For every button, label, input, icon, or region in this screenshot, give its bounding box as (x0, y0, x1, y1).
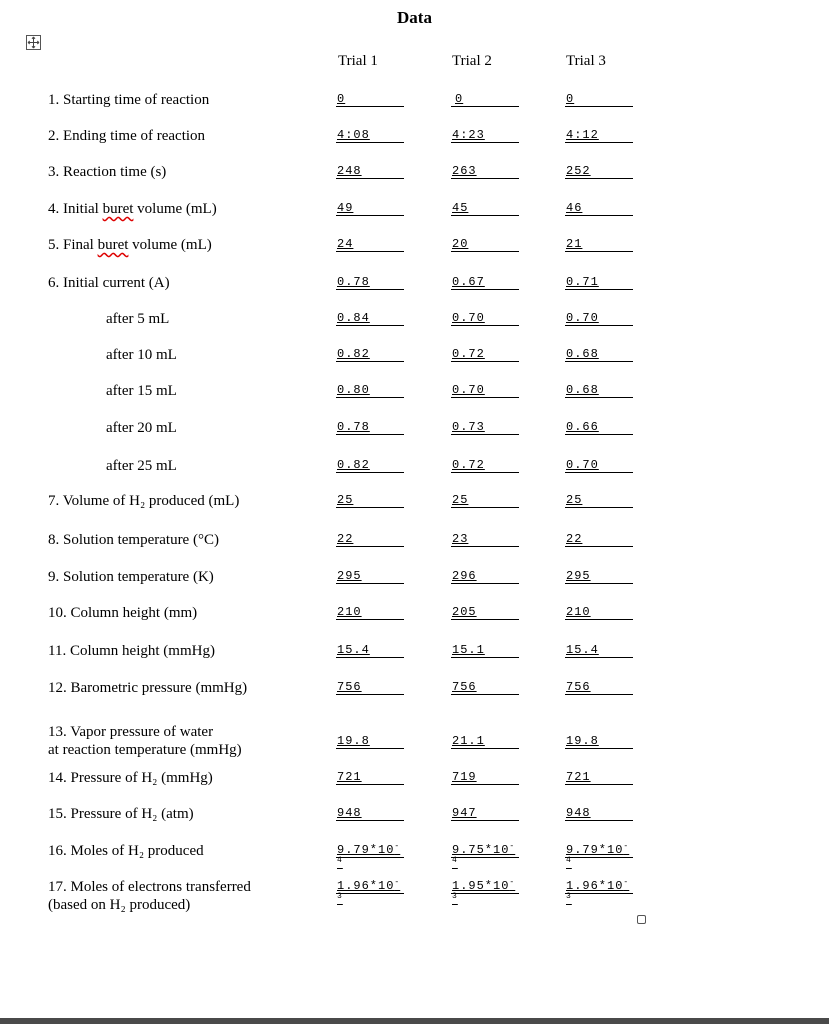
row-label: 15. Pressure of H₂ (atm) (48, 806, 194, 822)
trial-3-value[interactable]: 948 (565, 806, 633, 821)
table-row (0, 531, 829, 551)
trial-1-value[interactable]: 19.8 (336, 734, 404, 749)
trial-3-value[interactable]: 46 (565, 201, 633, 216)
trial-3-value[interactable]: 0.68 (565, 383, 633, 398)
trial-1-value[interactable]: 0.82 (336, 347, 404, 362)
table-row (0, 842, 829, 865)
trial-2-value[interactable]: 0.72 (451, 347, 519, 362)
bottom-toolbar (0, 1018, 829, 1024)
trial-1-value[interactable]: 49 (336, 201, 404, 216)
trial-3-value[interactable]: 0 (565, 92, 633, 107)
trial-1-value[interactable]: 248 (336, 164, 404, 179)
trial-3-value[interactable]: 252 (565, 164, 633, 179)
table-row (0, 419, 829, 439)
trial-2-value[interactable]: 4:23 (451, 128, 519, 143)
table-row (0, 274, 829, 294)
table-row (0, 492, 829, 512)
row-label: 8. Solution temperature (°C) (48, 532, 219, 548)
table-row (0, 457, 829, 477)
row-label: after 15 mL (106, 383, 177, 399)
trial-2-value[interactable]: 21.1 (451, 734, 519, 749)
trial-1-value[interactable]: 0.80 (336, 383, 404, 398)
trial-2-value[interactable]: 947 (451, 806, 519, 821)
table-row (0, 724, 829, 758)
trial-2-value[interactable]: 0 (451, 92, 519, 107)
trial-2-value[interactable]: 0.73 (451, 420, 519, 435)
table-row (0, 769, 829, 789)
trial-2-value[interactable]: 15.1 (451, 643, 519, 658)
table-row (0, 200, 829, 220)
trial-3-value[interactable]: 295 (565, 569, 633, 584)
trial-2-value[interactable]: 20 (451, 237, 519, 252)
trial-2-value[interactable]: $9.75*10^{-4}$ (451, 843, 519, 858)
table-row (0, 568, 829, 588)
table-row (0, 310, 829, 330)
trial-3-value[interactable]: 25 (565, 493, 633, 508)
table-row (0, 236, 829, 256)
table-row (0, 91, 829, 111)
trial-1-value[interactable]: $9.79*10^{-4}$ (336, 843, 404, 858)
trial-3-value[interactable]: 756 (565, 680, 633, 695)
trial-2-value[interactable]: 0.67 (451, 275, 519, 290)
trial-1-value[interactable]: 210 (336, 605, 404, 620)
trial-1-value[interactable]: 295 (336, 569, 404, 584)
trial-1-value[interactable]: 25 (336, 493, 404, 508)
row-label: 17. Moles of electrons transferred (based on H₂ produced) (48, 879, 251, 913)
trial-1-header: Trial 1 (338, 53, 378, 69)
trial-1-value[interactable]: 756 (336, 680, 404, 695)
table-row (0, 604, 829, 624)
row-label: 11. Column height (mmHg) (48, 643, 215, 659)
table-row (0, 382, 829, 402)
trial-3-value[interactable]: 0.71 (565, 275, 633, 290)
trial-1-value[interactable]: 0.78 (336, 275, 404, 290)
end-of-cell-checkbox[interactable] (637, 915, 646, 924)
row-label: 5. Final buret volume (mL) (48, 237, 212, 253)
trial-1-value[interactable]: 721 (336, 770, 404, 785)
table-move-handle-icon[interactable] (26, 35, 41, 50)
trial-3-value[interactable]: 19.8 (565, 734, 633, 749)
row-label: 4. Initial buret volume (mL) (48, 201, 217, 217)
table-row (0, 679, 829, 699)
trial-3-value[interactable]: 721 (565, 770, 633, 785)
row-label: after 10 mL (106, 347, 177, 363)
row-label: 12. Barometric pressure (mmHg) (48, 680, 248, 696)
spellcheck-word[interactable]: buret (102, 201, 134, 217)
row-label: 2. Ending time of reaction (48, 128, 206, 144)
row-label: 9. Solution temperature (K) (48, 569, 214, 585)
table-row (0, 127, 829, 147)
trial-3-value[interactable]: $9.79*10^{-4}$ (565, 843, 633, 858)
trial-1-value[interactable]: 4:08 (336, 128, 404, 143)
trial-1-value[interactable]: 0.78 (336, 420, 404, 435)
table-row (0, 346, 829, 366)
spellcheck-word[interactable]: buret (97, 237, 129, 253)
trial-3-value[interactable]: 0.66 (565, 420, 633, 435)
row-label: 7. Volume of H₂ produced (mL) (48, 493, 240, 509)
trial-1-value[interactable]: 0 (336, 92, 404, 107)
trial-3-value[interactable]: 0.70 (565, 311, 633, 326)
trial-1-value[interactable]: 948 (336, 806, 404, 821)
trial-2-value[interactable]: $1.95*10^{-3}$ (451, 879, 519, 894)
trial-1-value[interactable]: 0.82 (336, 458, 404, 473)
trial-3-value[interactable]: 210 (565, 605, 633, 620)
row-label: 14. Pressure of H₂ (mmHg) (48, 770, 213, 786)
trial-3-header: Trial 3 (566, 53, 606, 69)
trial-1-value[interactable]: 0.84 (336, 311, 404, 326)
row-label: 16. Moles of H₂ produced (48, 843, 204, 859)
table-row (0, 163, 829, 183)
trial-3-value[interactable]: 15.4 (565, 643, 633, 658)
trial-2-value[interactable]: 45 (451, 201, 519, 216)
trial-3-value[interactable]: 0.70 (565, 458, 633, 473)
trial-2-value[interactable]: 0.70 (451, 383, 519, 398)
row-label: after 5 mL (106, 311, 170, 327)
row-label: 3. Reaction time (s) (48, 164, 167, 180)
trial-3-value[interactable]: $1.96*10^{-3}$ (565, 879, 633, 894)
trial-2-value[interactable]: 25 (451, 493, 519, 508)
row-label: 6. Initial current (A) (48, 275, 170, 291)
trial-1-value[interactable]: 24 (336, 237, 404, 252)
trial-2-header: Trial 2 (452, 53, 492, 69)
trial-3-value[interactable]: 0.68 (565, 347, 633, 362)
trial-1-value[interactable]: 22 (336, 532, 404, 547)
trial-2-value[interactable]: 296 (451, 569, 519, 584)
trial-1-value[interactable]: 15.4 (336, 643, 404, 658)
row-label: 1. Starting time of reaction (48, 92, 210, 108)
page-title: Data (397, 8, 432, 27)
table-row (0, 642, 829, 662)
trial-3-value[interactable]: 22 (565, 532, 633, 547)
trial-2-value[interactable]: 756 (451, 680, 519, 695)
trial-2-value[interactable]: 719 (451, 770, 519, 785)
row-label: after 25 mL (106, 458, 177, 474)
trial-3-value[interactable]: 4:12 (565, 128, 633, 143)
trial-2-value[interactable]: 263 (451, 164, 519, 179)
trial-2-value[interactable]: 23 (451, 532, 519, 547)
trial-2-value[interactable]: 0.70 (451, 311, 519, 326)
trial-2-value[interactable]: 205 (451, 605, 519, 620)
row-label: 13. Vapor pressure of water at reaction temperature (mmHg) (48, 724, 242, 758)
table-row (0, 878, 829, 913)
row-label: 10. Column height (mm) (48, 605, 198, 621)
trial-1-value[interactable]: $1.96*10^{-3}$ (336, 879, 404, 894)
table-row (0, 805, 829, 825)
trial-3-value[interactable]: 21 (565, 237, 633, 252)
trial-2-value[interactable]: 0.72 (451, 458, 519, 473)
row-label: after 20 mL (106, 420, 177, 436)
